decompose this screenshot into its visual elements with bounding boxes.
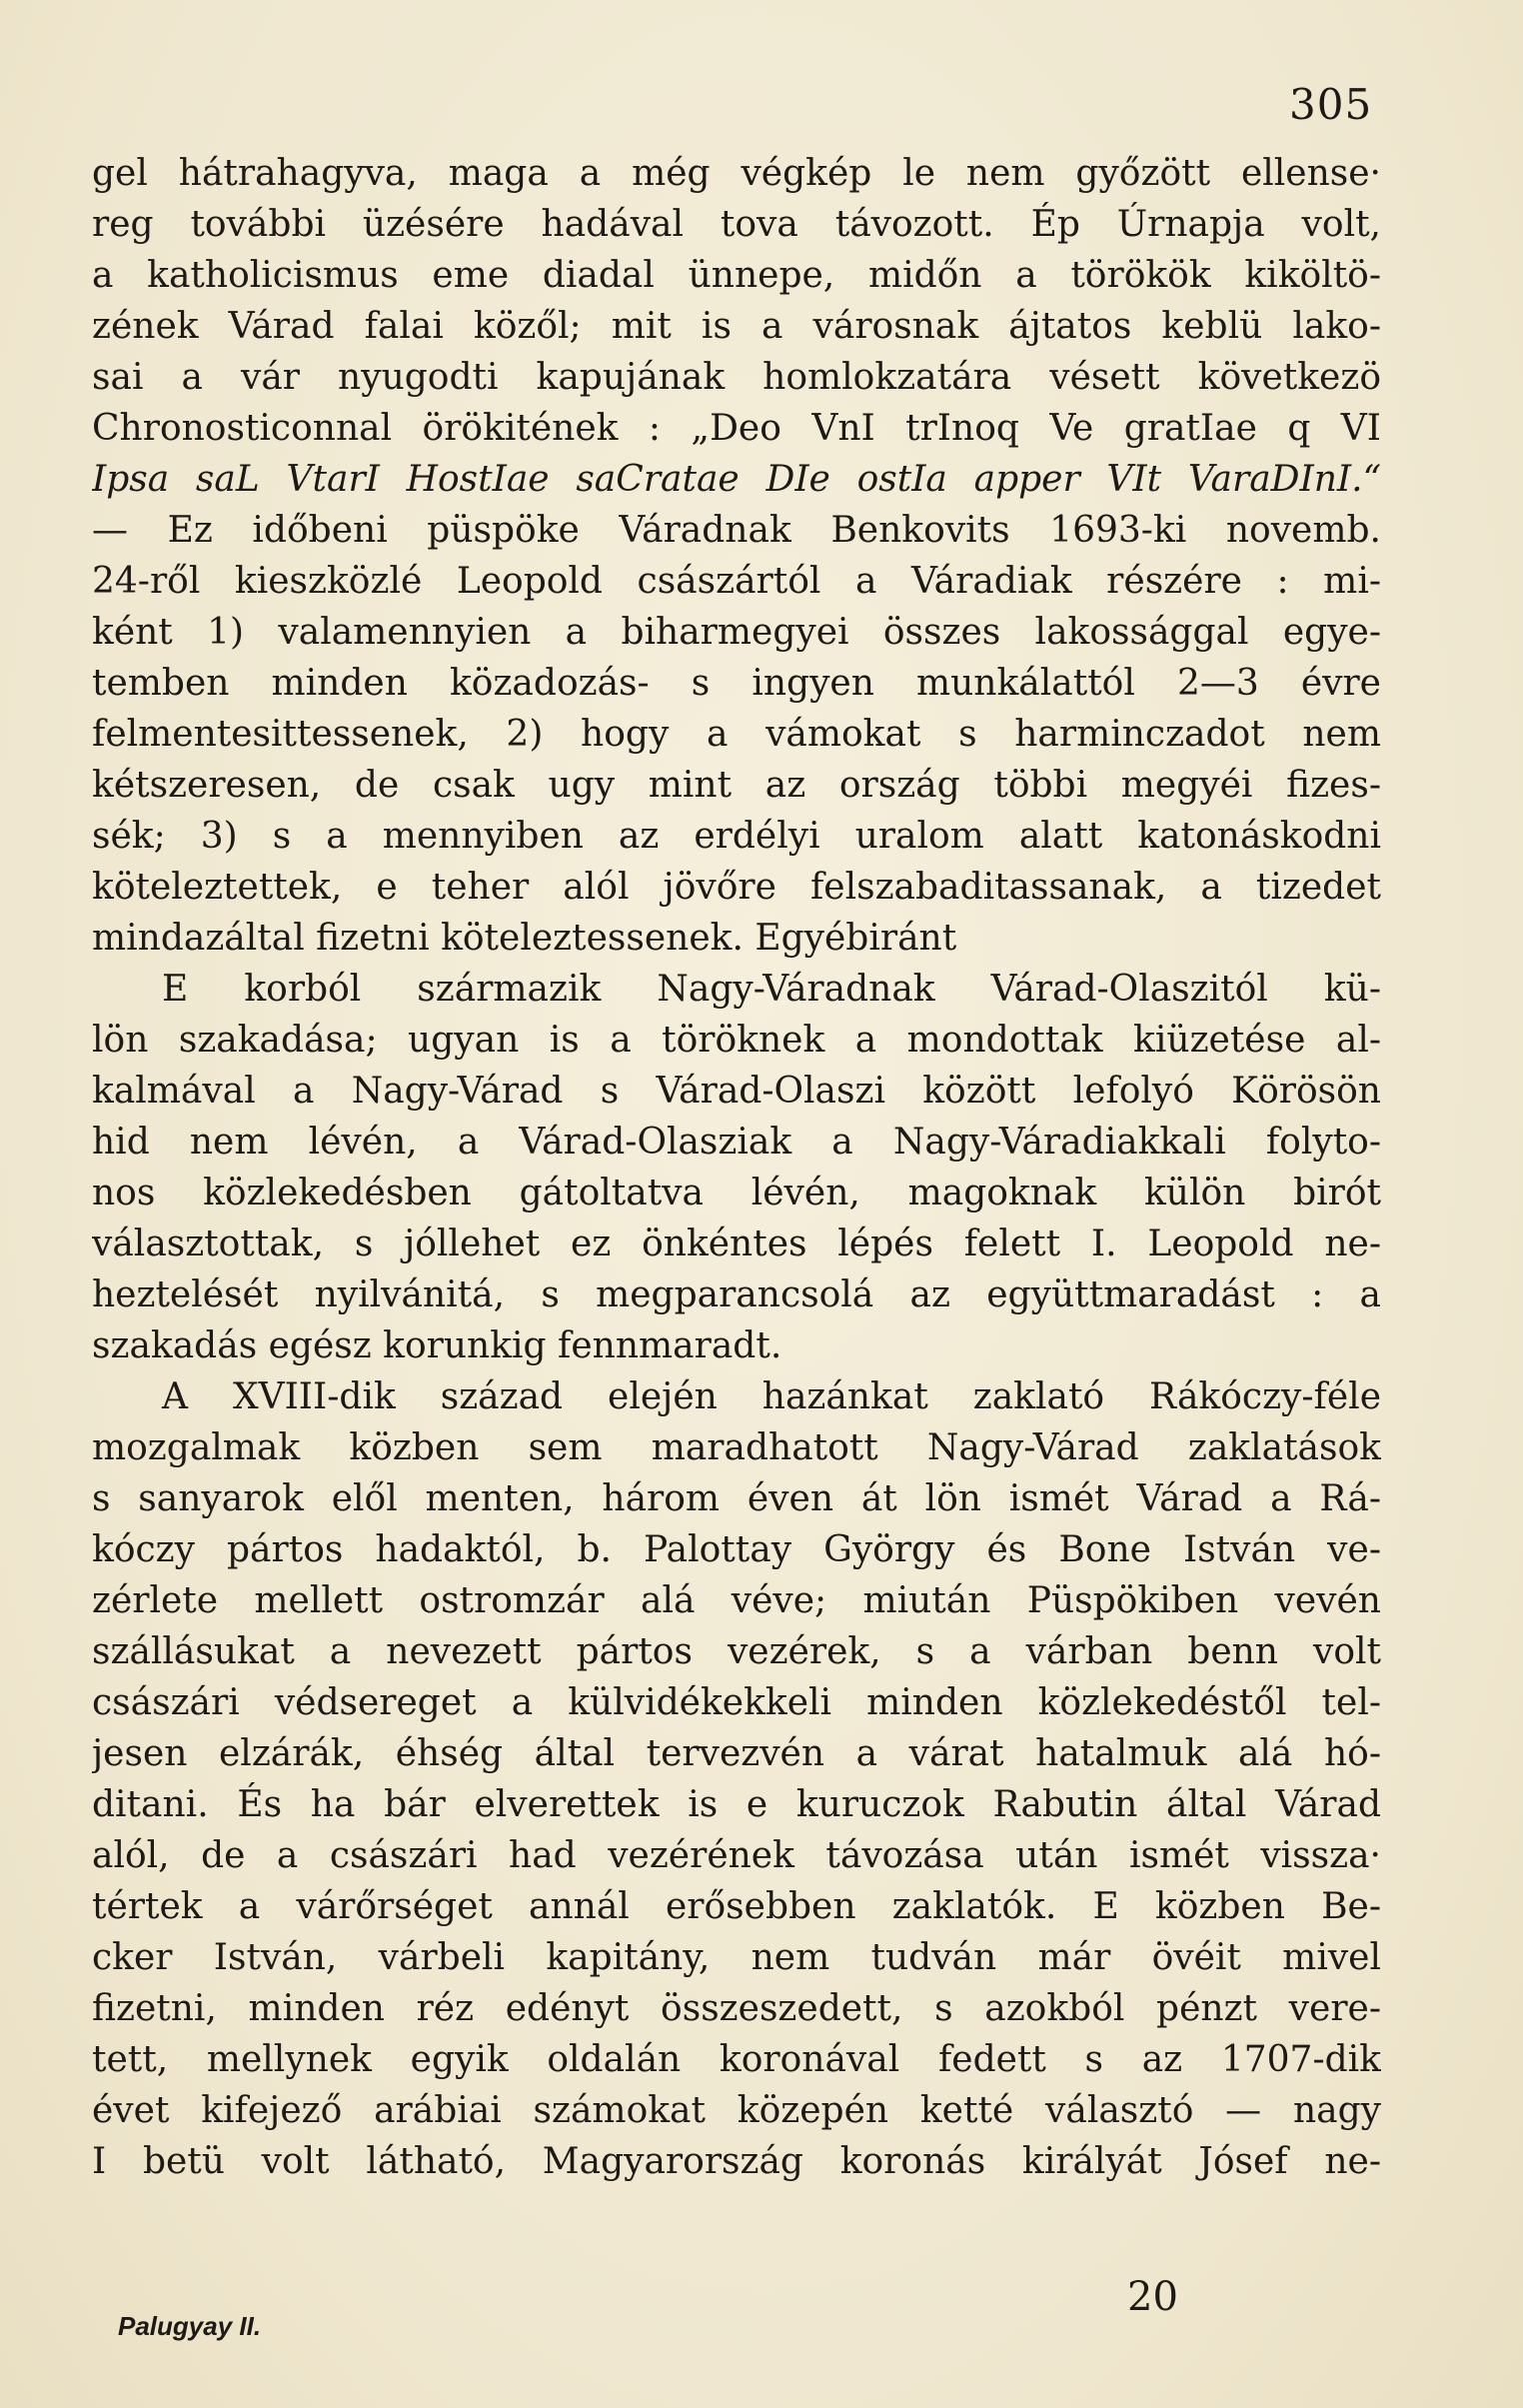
text-line: ditani. És ha bár elverettek is e kuruczok Rabutin által Várad: [92, 1784, 1381, 1825]
text-line: mindazáltal fizetni köteleztessenek. Egyébiránt: [92, 918, 957, 959]
text-line: szállásukat a nevezett pártos vezérek, s a várban benn volt: [92, 1631, 1381, 1672]
text-line: cker István, várbeli kapitány, nem tudván már övéit mivel: [92, 1937, 1381, 1978]
page-number: 305: [1289, 80, 1373, 129]
text-line: 24-ről kieszközlé Leopold császártól a Váradiak részére : mi-: [92, 561, 1381, 602]
text-line: kóczy pártos hadaktól, b. Palottay György és Bone István ve-: [92, 1529, 1381, 1570]
text-line: kétszeresen, de csak ugy mint az ország többi megyéi fizes-: [92, 765, 1381, 806]
text-line: zérlete mellett ostromzár alá véve; miután Püspökiben vevén: [92, 1580, 1381, 1621]
text-line: a katholicismus eme diadal ünnepe, midőn a törökök kiköltö-: [92, 255, 1381, 296]
text-line: hid nem lévén, a Várad-Olasziak a Nagy-Váradiakkali folyto-: [92, 1122, 1381, 1163]
text-line: köteleztettek, e teher alól jövőre felszabaditassanak, a tizedet: [92, 867, 1381, 908]
text-line: sai a vár nyugodti kapujának homlokzatára vésett következö: [92, 357, 1381, 398]
text-line: lön szakadása; ugyan is a töröknek a mondottak kiüzetése al-: [92, 1020, 1381, 1061]
text-line: sék; 3) s a mennyiben az erdélyi uralom alatt katonáskodni: [92, 816, 1381, 857]
text-line: — Ez időbeni püspöke Váradnak Benkovits 1693-ki novemb.: [92, 510, 1381, 551]
text-line: császári védsereget a külvidékekkeli minden közlekedéstől tel-: [92, 1682, 1381, 1723]
text-line: heztelését nyilvánitá, s megparancsolá az együttmaradást : a: [92, 1274, 1381, 1315]
text-line: alól, de a császári had vezérének távozása után ismét vissza·: [92, 1835, 1381, 1876]
body-text: [92, 148, 1381, 2187]
text-line: jesen elzárák, éhség által tervezvén a várat hatalmuk alá hó-: [92, 1733, 1381, 1774]
text-line: reg további üzésére hadával tova távozott. Ép Úrnapja volt,: [92, 204, 1381, 245]
text-line: nos közlekedésben gátoltatva lévén, magoknak külön birót: [92, 1173, 1381, 1213]
text-line: választottak, s jóllehet ez önkéntes lépés felett I. Leopold ne-: [92, 1223, 1381, 1264]
text-line: Chronosticonnal örökitének : „Deo VnI trInoq Ve gratIae q VI: [92, 408, 1381, 449]
text-line: évet kifejező arábiai számokat közepén ketté választó — nagy: [92, 2090, 1381, 2131]
text-line: felmentesittessenek, 2) hogy a vámokat s harminczadot nem: [92, 714, 1381, 755]
gathering-mark: 20: [1127, 2274, 1178, 2320]
text-line-chronosticon: Ipsa saL VtarI HostIae saCratae DIe ostIa apper VIt VaraDInI.“: [92, 459, 1381, 500]
text-line: s sanyarok elől menten, három éven át lön ismét Várad a Rá-: [92, 1478, 1381, 1519]
text-line: temben minden közadozás- s ingyen munkálattól 2—3 évre: [92, 663, 1381, 704]
text-line: mozgalmak közben sem maradhatott Nagy-Várad zaklatások: [92, 1427, 1381, 1468]
text-line: zének Várad falai közől; mit is a városnak ájtatos keblü lako-: [92, 306, 1381, 347]
text-line: ként 1) valamennyien a biharmegyei összes lakossággal egye-: [92, 612, 1381, 653]
text-line: szakadás egész korunkig fennmaradt.: [92, 1325, 782, 1366]
text-line: I betü volt látható, Magyarország koronás királyát Jósef ne-: [92, 2141, 1381, 2182]
text-line: A XVIII-dik század elején hazánkat zaklató Rákóczy-féle: [162, 1376, 1381, 1417]
text-line: fizetni, minden réz edényt összeszedett, s azokból pénzt vere-: [92, 1988, 1381, 2029]
text-line: gel hátrahagyva, maga a még végkép le nem győzött ellense·: [92, 153, 1381, 194]
text-line: kalmával a Nagy-Várad s Várad-Olaszi között lefolyó Körösön: [92, 1071, 1381, 1112]
text-line: tett, mellynek egyik oldalán koronával fedett s az 1707-dik: [92, 2039, 1381, 2080]
printer-signature: Palugyay II.: [118, 2311, 262, 2341]
text-line: E korból származik Nagy-Váradnak Várad-Olaszitól kü-: [162, 969, 1381, 1010]
text-line: tértek a várőrséget annál erősebben zaklatók. E közben Be-: [92, 1886, 1381, 1927]
